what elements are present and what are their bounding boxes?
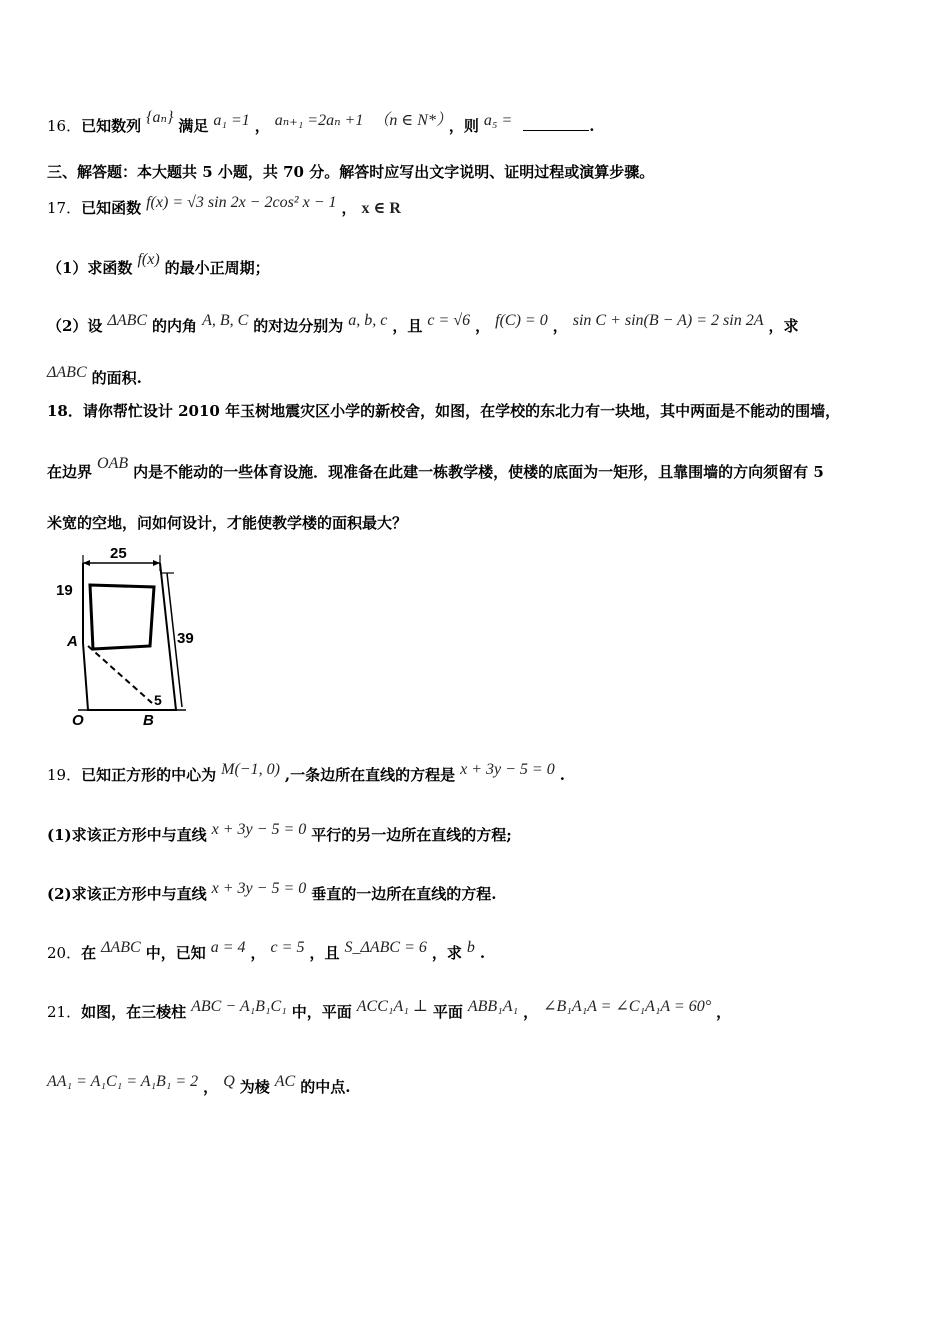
math: a₁ =1	[213, 112, 250, 129]
q18-line3: 米宽的空地，问如何设计，才能使教学楼的面积最大？	[47, 514, 408, 532]
math: ΔABC	[47, 364, 87, 381]
math: S_ΔABC = 6	[344, 939, 427, 956]
math: {aₙ}	[146, 109, 174, 126]
math: a, b, c	[348, 312, 388, 329]
q19-number: 19．	[47, 766, 82, 784]
label-5: 5	[154, 692, 162, 708]
math: AC	[274, 1073, 296, 1090]
label-B: B	[143, 712, 154, 728]
math: ACC₁A₁ ⊥	[356, 998, 428, 1015]
q20-line: 20．在 ΔABC 中，已知 a = 4 ， c = 5 ，且 S_ΔABC = 6 ，求 b .	[47, 939, 486, 962]
boundary-AB	[88, 646, 152, 703]
q16-line: 16．已知数列 {aₙ} 满足 a₁ =1 ， aₙ₊₁ =2aₙ +1 （n ∈ N*） ，则 a₅ = .	[47, 109, 595, 135]
math: ΔABC	[107, 312, 148, 329]
math: x + 3y − 5 = 0	[211, 880, 307, 897]
math: AA₁ = A₁C₁ = A₁B₁ = 2	[47, 1073, 199, 1090]
math: ABC − A₁B₁C₁	[191, 998, 287, 1015]
building-rect	[90, 585, 154, 649]
q18-line2: 在边界 OAB 内是不能动的一些体育设施．现准备在此建一栋教学楼，使楼的底面为一矩形，且靠围墙的方向须留有 5	[47, 455, 824, 481]
label-top: 25	[110, 545, 127, 562]
math: ABB₁A₁	[467, 998, 519, 1015]
label-O: O	[72, 712, 84, 728]
math: aₙ₊₁ =2aₙ +1	[274, 112, 364, 129]
math: f(x)	[137, 251, 160, 268]
school-site-diagram	[50, 543, 200, 728]
q17-part2: （2）设 ΔABC 的内角 A, B, C 的对边分别为 a, b, c ，且 c = √6 ， f(C) = 0 ， sin C + sin(B − A) = 2 sin 2A ，求	[47, 312, 799, 335]
q21-number: 21．	[47, 1003, 82, 1021]
label-left: 19	[56, 582, 73, 599]
math: c = 5	[270, 939, 305, 956]
arrow-head	[83, 560, 90, 566]
label-A: A	[67, 633, 78, 650]
math: （n ∈ N*）	[373, 112, 444, 129]
math: A, B, C	[202, 312, 249, 329]
math: x + 3y − 5 = 0	[460, 761, 555, 778]
math: OAB	[97, 455, 129, 472]
math: a₅ =	[483, 112, 513, 129]
math: f(x) = √3 sin 2x − 2cos² x − 1	[146, 194, 337, 211]
label-right: 39	[177, 630, 194, 647]
math: b	[466, 939, 475, 956]
q17-part2-cont: ΔABC 的面积.	[47, 364, 142, 387]
math: Q	[223, 1073, 235, 1090]
arrow-head	[153, 560, 160, 566]
q19-part2: (2)求该正方形中与直线 x + 3y − 5 = 0 垂直的一边所在直线的方程.	[47, 880, 497, 903]
q20-number: 20．	[47, 944, 82, 962]
q17-part1: （1）求函数 f(x) 的最小正周期；	[47, 251, 270, 277]
q19-part1: (1)求该正方形中与直线 x + 3y − 5 = 0 平行的另一边所在直线的方程;	[47, 821, 512, 844]
q16-number: 16．	[47, 117, 82, 135]
q21-line2: AA₁ = A₁C₁ = A₁B₁ = 2 ， Q 为棱 AC 的中点.	[47, 1073, 351, 1096]
math: ∠B₁A₁A = ∠C₁A₁A = 60°	[543, 998, 712, 1015]
math: c = √6	[427, 312, 471, 329]
q21-line: 21．如图，在三棱柱 ABC − A₁B₁C₁ 中，平面 ACC₁A₁ ⊥ 平面 ABB₁A₁ ， ∠B₁A₁A = ∠C₁A₁A = 60° ，	[47, 998, 732, 1021]
math: x + 3y − 5 = 0	[211, 821, 307, 838]
section-heading: 三、解答题：本大题共 5 小题，共 70 分。解答时应写出文字说明、证明过程或演算步骤。	[47, 163, 655, 181]
math: f(C) = 0	[495, 312, 548, 329]
math: x ∈ R	[361, 200, 401, 217]
math: sin C + sin(B − A) = 2 sin 2A	[572, 312, 764, 329]
q17-number: 17．	[47, 199, 82, 217]
math: ΔABC	[101, 939, 141, 956]
q17-line: 17．已知函数 f(x) = √3 sin 2x − 2cos² x − 1 ， x ∈ R	[47, 194, 401, 217]
q18-line1: 18．请你帮忙设计 2010 年玉树地震灾区小学的新校舍，如图，在学校的东北力有一块地，其中两面是不能动的围墙，	[47, 402, 841, 420]
math: a = 4	[210, 939, 246, 956]
q19-line: 19．已知正方形的中心为 M(−1, 0) ,一条边所在直线的方程是 x + 3y − 5 = 0 .	[47, 761, 565, 784]
answer-blank	[523, 118, 589, 131]
math: M(−1, 0)	[221, 761, 280, 778]
